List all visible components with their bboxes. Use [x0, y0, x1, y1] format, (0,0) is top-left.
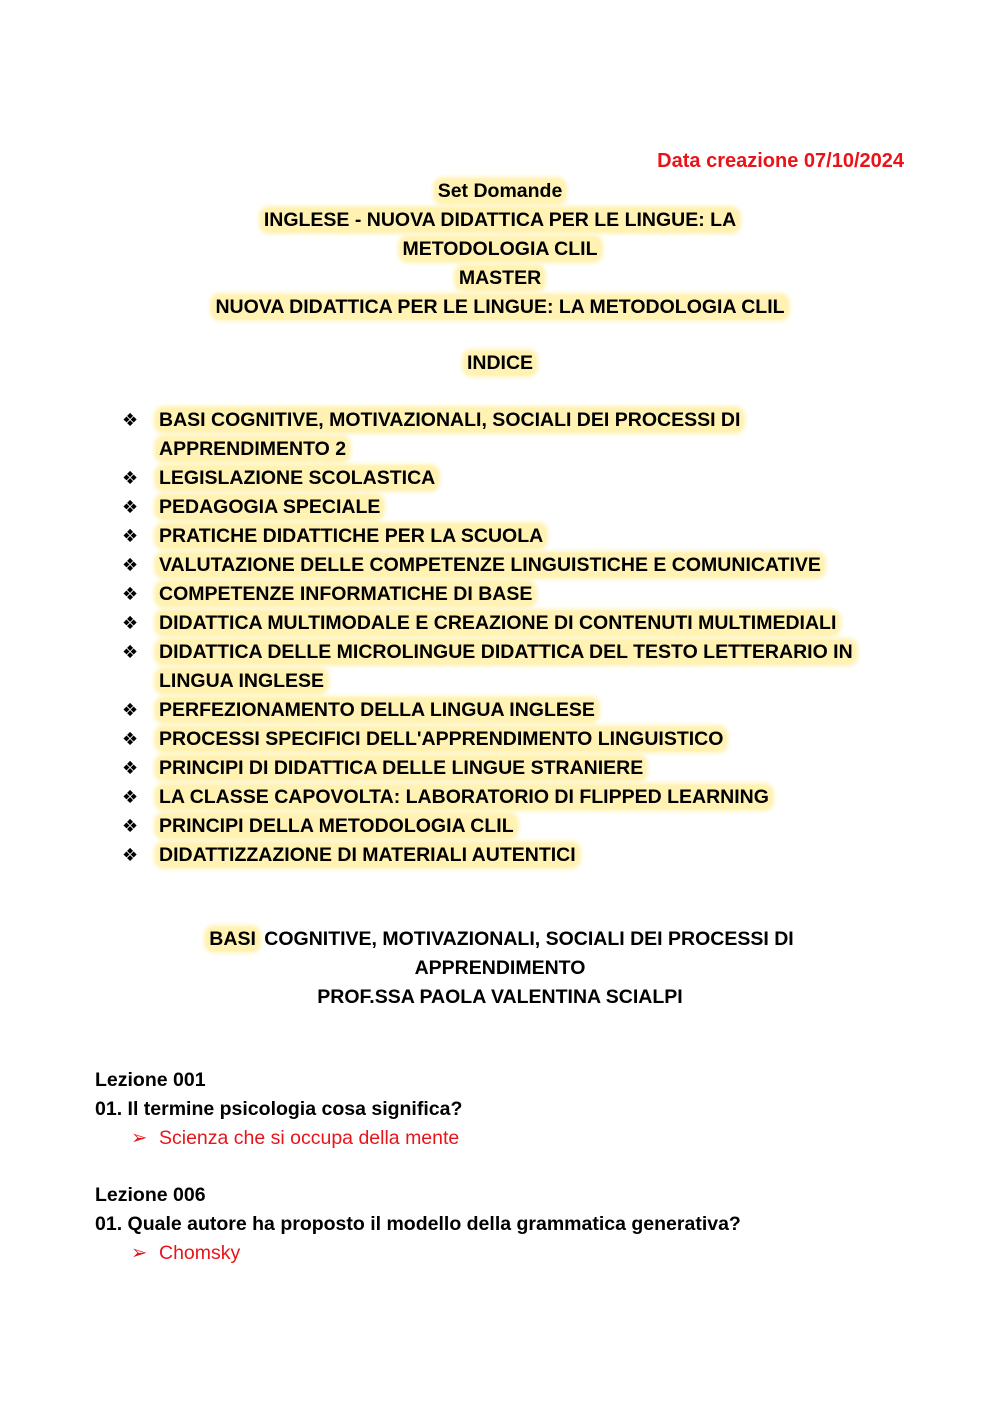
- lesson-answer-text: Chomsky: [159, 1242, 241, 1264]
- toc-item[interactable]: [122, 725, 882, 754]
- lesson-question: 01. Il termine psicologia cosa significa?: [95, 1098, 463, 1120]
- diamond-bullet-icon: ❖: [122, 526, 139, 546]
- toc-item-label: VALUTAZIONE DELLE COMPETENZE LINGUISTICHE E COMUNICATIVE: [156, 553, 824, 577]
- section-title-line-1: COGNITIVE, MOTIVAZIONALI, SOCIALI DEI PROCESSI DI: [258, 928, 794, 950]
- lesson-title: Lezione 006: [95, 1184, 206, 1206]
- toc-item-label: DIDATTICA DELLE MICROLINGUE DIDATTICA DEL TESTO LETTERARIO IN: [156, 640, 856, 664]
- toc-item[interactable]: [122, 638, 882, 696]
- toc-item[interactable]: [122, 464, 882, 493]
- diamond-bullet-icon: ❖: [122, 729, 139, 749]
- toc-item-label: PRINCIPI DELLA METODOLOGIA CLIL: [156, 814, 517, 838]
- diamond-bullet-icon: ❖: [122, 787, 139, 807]
- toc-item-label-cont: LINGUA INGLESE: [156, 669, 327, 693]
- toc-item[interactable]: [122, 580, 882, 609]
- header-line-4: MASTER: [456, 266, 544, 290]
- index-title: INDICE: [464, 351, 536, 375]
- toc-item[interactable]: [122, 493, 882, 522]
- document-header: [0, 177, 1000, 322]
- toc-item-label: DIDATTICA MULTIMODALE E CREAZIONE DI CONTENUTI MULTIMEDIALI: [156, 611, 839, 635]
- toc-item-label: PRINCIPI DI DIDATTICA DELLE LINGUE STRANIERE: [156, 756, 646, 780]
- toc-item[interactable]: [122, 841, 882, 870]
- diamond-bullet-icon: ❖: [122, 642, 139, 662]
- diamond-bullet-icon: ❖: [122, 613, 139, 633]
- toc-item[interactable]: [122, 812, 882, 841]
- toc-item-label: LA CLASSE CAPOVOLTA: LABORATORIO DI FLIPPED LEARNING: [156, 785, 772, 809]
- header-line-1: Set Domande: [435, 179, 566, 203]
- diamond-bullet-icon: ❖: [122, 845, 139, 865]
- toc-item[interactable]: [122, 551, 882, 580]
- lesson-title: Lezione 001: [95, 1069, 206, 1091]
- arrow-bullet-icon: ➢: [131, 1242, 148, 1264]
- diamond-bullet-icon: ❖: [122, 816, 139, 836]
- toc-item-label: PEDAGOGIA SPECIALE: [156, 495, 383, 519]
- index-heading: [0, 349, 1000, 378]
- lesson-answer: [95, 1124, 915, 1153]
- diamond-bullet-icon: ❖: [122, 584, 139, 604]
- toc-item-label: PERFEZIONAMENTO DELLA LINGUA INGLESE: [156, 698, 598, 722]
- toc-item[interactable]: [122, 754, 882, 783]
- lesson-answer: [95, 1239, 915, 1268]
- toc-item[interactable]: [122, 783, 882, 812]
- lesson-question: 01. Quale autore ha proposto il modello della grammatica generativa?: [95, 1213, 741, 1235]
- toc-item-label: PROCESSI SPECIFICI DELL'APPRENDIMENTO LINGUISTICO: [156, 727, 726, 751]
- toc-item-label: PRATICHE DIDATTICHE PER LA SCUOLA: [156, 524, 546, 548]
- diamond-bullet-icon: ❖: [122, 468, 139, 488]
- lesson-block: [95, 1181, 915, 1268]
- section-first-word: BASI: [206, 927, 259, 951]
- toc-item[interactable]: [122, 609, 882, 638]
- creation-date: Data creazione 07/10/2024: [657, 150, 904, 172]
- section-heading: [0, 925, 1000, 1012]
- toc-item[interactable]: [122, 696, 882, 725]
- table-of-contents: [122, 406, 882, 870]
- diamond-bullet-icon: ❖: [122, 555, 139, 575]
- lesson-answer-text: Scienza che si occupa della mente: [159, 1127, 460, 1149]
- header-line-5: NUOVA DIDATTICA PER LE LINGUE: LA METODOLOGIA CLIL: [212, 295, 787, 319]
- toc-item-label: DIDATTIZZAZIONE DI MATERIALI AUTENTICI: [156, 843, 579, 867]
- toc-item[interactable]: [122, 406, 882, 464]
- section-professor: PROF.SSA PAOLA VALENTINA SCIALPI: [317, 986, 683, 1008]
- diamond-bullet-icon: ❖: [122, 758, 139, 778]
- diamond-bullet-icon: ❖: [122, 497, 139, 517]
- arrow-bullet-icon: ➢: [131, 1127, 148, 1149]
- toc-item-label: COMPETENZE INFORMATICHE DI BASE: [156, 582, 535, 606]
- section-title-line-2: APPRENDIMENTO: [414, 957, 586, 979]
- lesson-block: [95, 1066, 915, 1153]
- toc-item-label: LEGISLAZIONE SCOLASTICA: [156, 466, 438, 490]
- diamond-bullet-icon: ❖: [122, 410, 139, 430]
- toc-item-label: BASI COGNITIVE, MOTIVAZIONALI, SOCIALI DEI PROCESSI DI: [156, 408, 743, 432]
- toc-item-label-cont: APPRENDIMENTO 2: [156, 437, 349, 461]
- toc-item[interactable]: [122, 522, 882, 551]
- diamond-bullet-icon: ❖: [122, 700, 139, 720]
- header-line-3: METODOLOGIA CLIL: [400, 237, 601, 261]
- header-line-2: INGLESE - NUOVA DIDATTICA PER LE LINGUE: LA: [261, 208, 739, 232]
